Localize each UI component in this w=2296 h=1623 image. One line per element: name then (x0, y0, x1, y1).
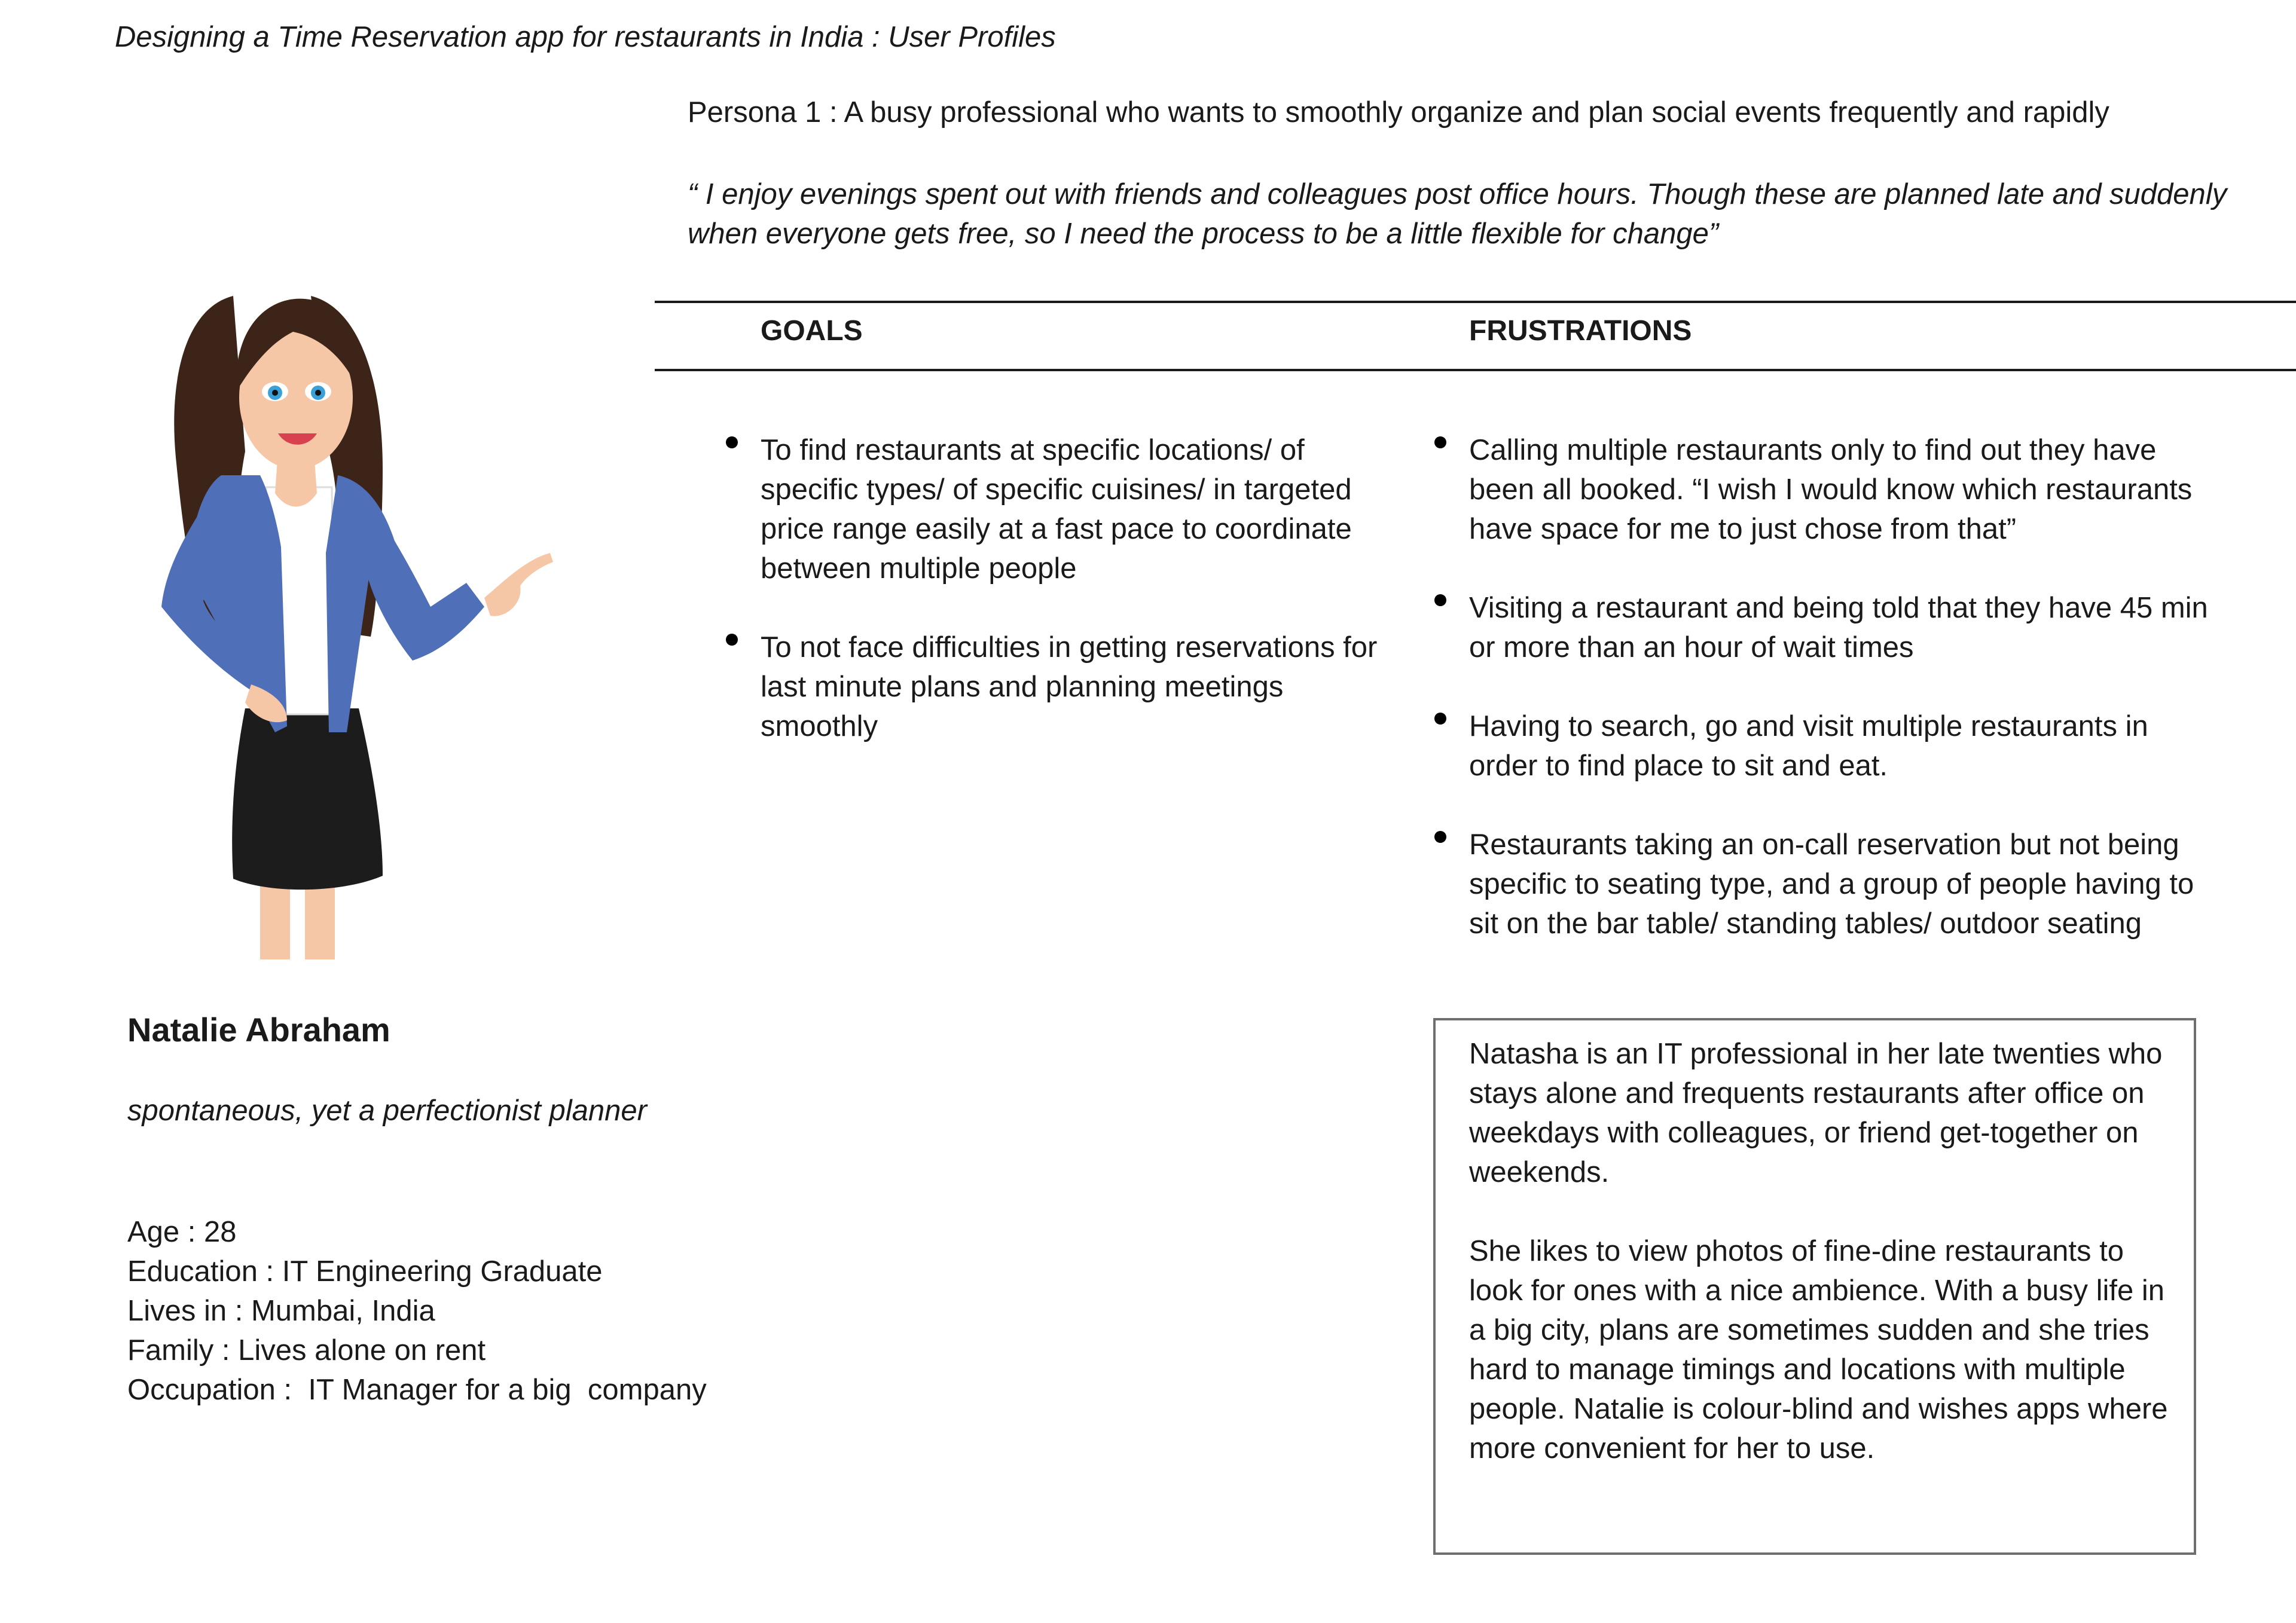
table-top-rule (655, 301, 2296, 303)
goal-item: To not face difficulties in getting reservations for last minute plans and planning meetings smoothly (761, 628, 1382, 746)
fact-family: Family : Lives alone on rent (127, 1334, 486, 1367)
fact-age: Age : 28 (127, 1216, 237, 1248)
frustrations-heading: FRUSTRATIONS (1469, 315, 1692, 347)
frustrations-list (1469, 430, 2216, 983)
bio-paragraph: She likes to view photos of fine-dine restaurants to look for ones with a nice ambience. With a busy life in a big city, plans are sometimes sudden and she tries hard to manage timings and locations with multiple people. Natalie is colour-blind and wishes apps where more convenient for her to use. (1469, 1235, 2168, 1465)
persona-heading: Persona 1 : A busy professional who wants to smoothly organize and plan social events frequently and rapidly (688, 96, 2109, 129)
goals-heading: GOALS (761, 315, 863, 347)
fact-occupation: Occupation : IT Manager for a big company (127, 1374, 707, 1406)
frustration-item: Having to search, go and visit multiple restaurants in order to find place to sit and eat. (1469, 707, 2216, 785)
document-title: Designing a Time Reservation app for restaurants in India : User Profiles (115, 21, 1056, 53)
legs (260, 882, 335, 959)
goals-list (761, 430, 1382, 785)
goal-item: To find restaurants at specific locations/ of specific types/ of specific cuisines/ in targeted price range easily at a fast pace to coordinate between multiple people (761, 430, 1382, 588)
skirt (232, 708, 383, 890)
persona-bio (1469, 1034, 2175, 1508)
persona-avatar (132, 272, 574, 968)
persona-name: Natalie Abraham (127, 1011, 390, 1049)
persona-facts (127, 1212, 707, 1410)
frustration-item: Restaurants taking an on-call reservation but not being specific to seating type, and a group of people having to sit on the bar table/ standing tables/ outdoor seating (1469, 825, 2216, 943)
persona-quote: “ I enjoy evenings spent out with friends and colleagues post office hours. Though these are planned late and suddenly when everyone gets free, so I need the process to be a little flexible for change” (688, 178, 2227, 250)
frustration-item: Calling multiple restaurants only to find out they have been all booked. “I wish I would know which restaurants have space for me to just chose from that” (1469, 430, 2216, 549)
fact-education: Education : IT Engineering Graduate (127, 1255, 603, 1288)
persona-tagline: spontaneous, yet a perfectionist planner (127, 1095, 647, 1127)
bio-paragraph: Natasha is an IT professional in her late twenties who stays alone and frequents restaurants after office on weekdays with colleagues, or friend get-together on weekends. (1469, 1038, 2163, 1188)
fact-location: Lives in : Mumbai, India (127, 1295, 435, 1327)
frustration-item: Visiting a restaurant and being told that they have 45 min or more than an hour of wait times (1469, 588, 2216, 667)
table-header-rule (655, 369, 2296, 371)
